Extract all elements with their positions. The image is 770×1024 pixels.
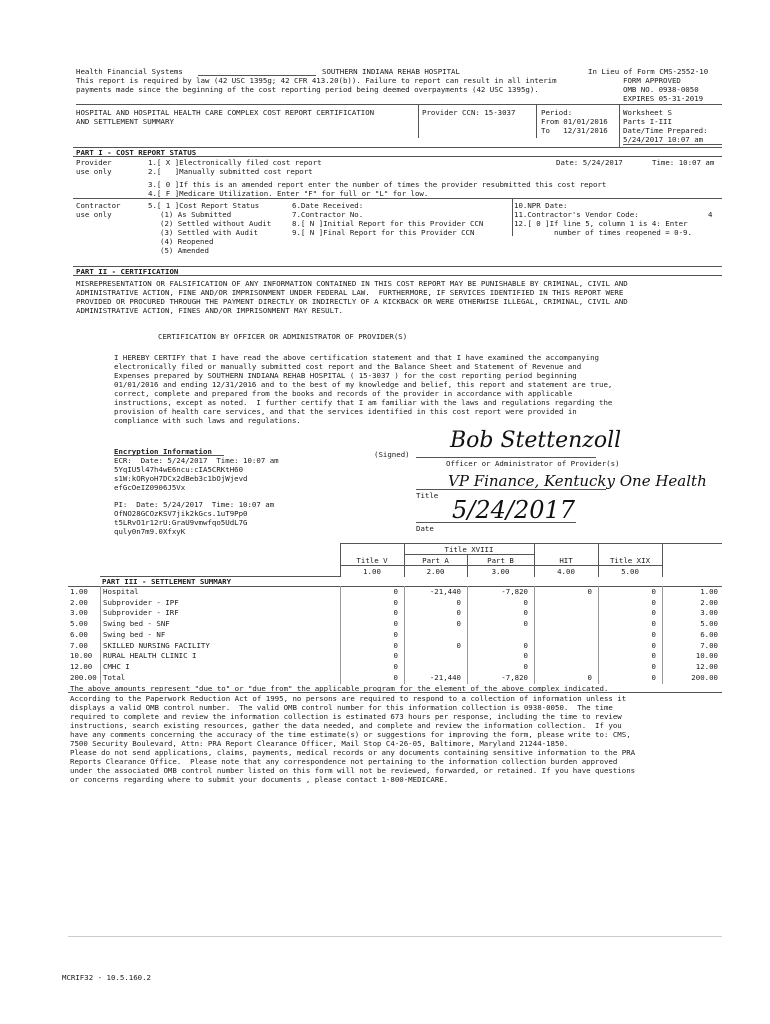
period-to: To 12/31/2016 (541, 126, 608, 135)
row-line-number: 5.00 (70, 619, 88, 628)
contractor-line-9: 9.[ N ]Final Report for this Provider CCN (292, 228, 475, 237)
row-value: -7,820 (501, 587, 528, 596)
row-value: 0 (651, 630, 656, 639)
col-num-2: 2.00 (426, 567, 445, 576)
contractor-line-12b: number of times reopened = 0-9. (554, 228, 692, 237)
row-line-number-right: 5.00 (700, 619, 718, 628)
row-value: 0 (651, 662, 656, 671)
row-label: Hospital (103, 587, 139, 596)
misrep-line-1: MISREPRESENTATION OR FALSIFICATION OF ANY INFORMATION CONTAINED IN THIS COST REPORT MAY BE PUNISHABLE BY CRIMINAL, CIVIL AND (76, 279, 628, 288)
status-option-5: (5) Amended (160, 246, 209, 255)
signed-label: (Signed) (374, 450, 410, 459)
row-line-number: 2.00 (70, 598, 88, 607)
column-separator (404, 586, 405, 684)
row-label: Swing bed - SNF (103, 619, 170, 628)
paperwork-6: 7500 Security Boulevard, Attn: PRA Report Clearance Officer, Mail Stop C4-26-05, Baltimore, Maryland 21244-1850. (70, 739, 569, 748)
row-value: 0 (523, 619, 528, 628)
row-value: 0 (393, 673, 398, 682)
row-value: 0 (456, 641, 461, 650)
form-title-2: AND SETTLEMENT SUMMARY (76, 117, 174, 126)
ecr-code-2: s1W:kORyoH7DCx2dBeb3c1bOjWjevd (114, 474, 248, 483)
row-value: 0 (651, 587, 656, 596)
ecr-code-1: 5YqIU5l47h4wE6ncu:cIA5CRKtH60 (114, 465, 244, 474)
provider-ccn: Provider CCN: 15-3037 (422, 108, 516, 117)
part1-heading: PART I - COST REPORT STATUS (76, 148, 197, 157)
ecr-line: ECR: Date: 5/24/2017 Time: 10:07 am (114, 456, 279, 465)
row-value: 0 (523, 608, 528, 617)
col-part-b: Part B (487, 556, 514, 565)
col-hit: HIT (559, 556, 573, 565)
row-line-number-right: 7.00 (700, 641, 718, 650)
vendor-code: 4 (708, 210, 713, 219)
paperwork-7: Please do not send applications, claims, payments, medical records or any documents containing sensitive information to the PRA (70, 748, 636, 757)
row-value: 0 (587, 587, 592, 596)
paperwork-8: Reports Clearance Office. Please note that any correspondence not pertaining to the information collection burden approved (70, 757, 618, 766)
filed-date: Date: 5/24/2017 (556, 158, 623, 167)
contractor-line-11: 11.Contractor's Vendor Code: (514, 210, 639, 219)
officer-label: Officer or Administrator of Provider(s) (446, 459, 620, 468)
status-line-4: 4.[ F ]Medicare Utilization. Enter "F" for full or "L" for low. (148, 189, 429, 198)
header-left: Health Financial Systems (76, 67, 183, 76)
row-value: 0 (393, 651, 398, 660)
header-right: In Lieu of Form CMS-2552-10 (588, 67, 709, 76)
status-option-3: (3) Settled with Audit (160, 228, 258, 237)
column-separator (340, 586, 341, 684)
settlement-note: The above amounts represent "due to" or "due from" the applicable program for the element of the above complex indicated. (70, 684, 609, 693)
worksheet: Worksheet S (623, 108, 672, 117)
header-line2: This report is required by law (42 USC 1395g; 42 CFR 413.20(b)). Failure to report can result in all interim (76, 76, 557, 85)
cert-body-6: instructions, except as noted. I further certify that I am familiar with the laws and regulations regarding the (114, 398, 613, 407)
status-option-4: (4) Reopened (160, 237, 214, 246)
col-part-a: Part A (422, 556, 449, 565)
cert-body-7: provision of health care services, and that the services identified in this cost report were provided in (114, 407, 577, 416)
row-line-number-right: 3.00 (700, 608, 718, 617)
row-value: 0 (456, 619, 461, 628)
paperwork-2: displays a valid OMB control number. The valid OMB control number for this information collection is 0938-0050. The time (70, 703, 613, 712)
form-title: HOSPITAL AND HOSPITAL HEALTH CARE COMPLEX COST REPORT CERTIFICATION (76, 108, 375, 117)
col-title-v: Title V (356, 556, 388, 565)
contractor-line-5: 5.[ 1 ]Cost Report Status (148, 201, 260, 210)
status-option-1: (1) As Submitted (160, 210, 232, 219)
misrep-line-3: PROVIDED OR PROCURED THROUGH THE PAYMENT DIRECTLY OR INDIRECTLY OF A KICKBACK OR WERE OTHERWISE ILLEGAL, CRIMINAL, CIVIL AND (76, 297, 628, 306)
row-line-number: 10.00 (70, 651, 93, 660)
column-separator (467, 586, 468, 684)
row-value: 0 (523, 598, 528, 607)
row-value: 0 (523, 641, 528, 650)
footer-version: MCRIF32 - 10.5.160.2 (62, 973, 151, 982)
column-separator (598, 586, 599, 684)
part2-heading: PART II - CERTIFICATION (76, 267, 179, 276)
row-label: Total (103, 673, 126, 682)
misrep-line-4: ADMINISTRATIVE ACTION, FINES AND/OR IMPRISONMENT MAY RESULT. (76, 306, 343, 315)
row-line-number-right: 1.00 (700, 587, 718, 596)
cert-body-1: I HEREBY CERTIFY that I have read the above certification statement and that I have examined the accompanying (114, 353, 599, 362)
signature: Bob Stettenzoll (450, 428, 622, 453)
row-line-number: 12.00 (70, 662, 93, 671)
title-xviii-header: Title XVIII (444, 545, 494, 554)
date-prepared: 5/24/2017 10:07 am (623, 135, 704, 144)
row-value: 0 (393, 662, 398, 671)
row-value: -21,440 (429, 673, 461, 682)
header-line4-right: EXPIRES 05-31-2019 (623, 94, 704, 103)
row-label: RURAL HEALTH CLINIC I (103, 651, 197, 660)
paperwork-4: instructions, search existing resources, gather the data needed, and complete and review the information collection. If you (70, 721, 622, 730)
row-value: 0 (523, 662, 528, 671)
contractor-line-12: 12.[ 0 ]If line 5, column 1 is 4: Enter (514, 219, 688, 228)
row-value: -7,820 (501, 673, 528, 682)
row-line-number: 7.00 (70, 641, 88, 650)
encryption-heading: Encryption Information (114, 447, 212, 456)
header-line3-right: OMB NO. 0938-0050 (623, 85, 699, 94)
header-center: SOUTHERN INDIANA REHAB HOSPITAL (322, 67, 460, 76)
row-value: -21,440 (429, 587, 461, 596)
paperwork-3: required to complete and review the information collection is estimated 673 hours per response, including the time to review (70, 712, 622, 721)
title-label: Title (416, 491, 439, 500)
row-line-number: 200.00 (70, 673, 97, 682)
row-value: 0 (651, 673, 656, 682)
ecr-code-3: efGcOeIZ0906J5Vx (114, 483, 186, 492)
column-separator (662, 586, 663, 684)
row-value: 0 (651, 608, 656, 617)
paperwork-9: under the associated OMB control number listed on this form will not be reviewed, forwarded, or retained. If you have questions (70, 766, 636, 775)
col-num-4: 4.00 (557, 567, 575, 576)
column-separator (534, 586, 535, 684)
row-value: 0 (393, 608, 398, 617)
row-line-number-right: 12.00 (695, 662, 718, 671)
row-label: CMHC I (103, 662, 130, 671)
paperwork-1: According to the Paperwork Reduction Act of 1995, no persons are required to respond to a collection of information unless it (70, 694, 627, 703)
row-line-number: 1.00 (70, 587, 88, 596)
row-line-number-right: 200.00 (691, 673, 718, 682)
pi-line: PI: Date: 5/24/2017 Time: 10:07 am (114, 500, 275, 509)
provider-use-label-2: use only (76, 167, 112, 176)
part3-heading: PART III - SETTLEMENT SUMMARY (102, 577, 232, 586)
col-num-3: 3.00 (491, 567, 510, 576)
row-value: 0 (651, 641, 656, 650)
row-value: 0 (393, 641, 398, 650)
row-line-number: 3.00 (70, 608, 88, 617)
pi-code-2: t5LRvO1r12rU:GraU9vmwfqo5UdL7G (114, 518, 248, 527)
status-line-2: 2.[ ]Manually submitted cost report (148, 167, 313, 176)
col-num-5: 5.00 (621, 567, 639, 576)
status-line-1: 1.[ X ]Electronically filed cost report (148, 158, 322, 167)
row-line-number-right: 2.00 (700, 598, 718, 607)
cert-body-2: electronically filed or manually submitted cost report and the Balance Sheet and Statement of Revenue and (114, 362, 582, 371)
contractor-use-label: Contractor (76, 201, 121, 210)
row-label: Swing bed - NF (103, 630, 166, 639)
contractor-line-10: 10.NPR Date: (514, 201, 568, 210)
contractor-line-8: 8.[ N ]Initial Report for this Provider CCN (292, 219, 484, 228)
row-line-number-right: 6.00 (700, 630, 718, 639)
cert-body-3: Expenses prepared by SOUTHERN INDIANA REHAB HOSPITAL ( 15-3037 ) for the cost reporting period beginning (114, 371, 577, 380)
status-option-2: (2) Settled without Audit (160, 219, 272, 228)
row-value: 0 (393, 587, 398, 596)
col-num-1: 1.00 (363, 567, 381, 576)
date-label: Date (416, 524, 434, 533)
cert-body-5: correct, complete and prepared from the books and records of the provider in accordance with applicable (114, 389, 573, 398)
title-handwritten: VP Finance, Kentucky One Health (448, 472, 707, 490)
row-value: 0 (393, 598, 398, 607)
row-line-number-right: 10.00 (695, 651, 718, 660)
row-line-number: 6.00 (70, 630, 88, 639)
row-value: 0 (651, 619, 656, 628)
row-value: 0 (651, 598, 656, 607)
row-value: 0 (456, 598, 461, 607)
row-label: Subprovider - IRF (103, 608, 179, 617)
cert-body-8: compliance with such laws and regulations. (114, 416, 301, 425)
row-value: 0 (523, 651, 528, 660)
period-from: From 01/01/2016 (541, 117, 608, 126)
contractor-line-7: 7.Contractor No. (292, 210, 364, 219)
misrep-line-2: ADMINISTRATIVE ACTION, FINE AND/OR IMPRISONMENT UNDER FEDERAL LAW. FURTHERMORE, IF SERVICES IDENTIFIED IN THIS REPORT WERE (76, 288, 624, 297)
contractor-use-label-2: use only (76, 210, 112, 219)
header-line3: payments made since the beginning of the cost reporting period being deemed overpayments (42 USC 1395g). (76, 85, 539, 94)
status-line-3: 3.[ 0 ]If this is an amended report enter the number of times the provider resubmitted this cost report (148, 180, 607, 189)
filed-time: Time: 10:07 am (652, 158, 715, 167)
cert-title: CERTIFICATION BY OFFICER OR ADMINISTRATOR OF PROVIDER(S) (158, 332, 408, 341)
provider-use-label: Provider (76, 158, 112, 167)
row-value: 0 (393, 630, 398, 639)
parts: Parts I-III (623, 117, 672, 126)
paperwork-10: or concerns regarding where to submit your documents , please contact 1-800-MEDICARE. (70, 775, 449, 784)
col-title-xix: Title XIX (609, 556, 651, 565)
row-label: SKILLED NURSING FACILITY (103, 641, 210, 650)
row-value: 0 (587, 673, 592, 682)
pi-code-3: quly0n7m9.0XfxyK (114, 527, 186, 536)
contractor-line-6: 6.Date Received: (292, 201, 364, 210)
cert-body-4: 01/01/2016 and ending 12/31/2016 and to the best of my knowledge and belief, this report and statement are true, (114, 380, 613, 389)
paperwork-5: have any comments concerning the accuracy of the time estimate(s) or suggestions for improving the form, please write to: CMS, (70, 730, 631, 739)
period-label: Period: (541, 108, 573, 117)
column-separator (100, 586, 101, 684)
row-value: 0 (651, 651, 656, 660)
date-prepared-label: Date/Time Prepared: (623, 126, 708, 135)
row-value: 0 (393, 619, 398, 628)
date-handwritten: 5/24/2017 (452, 496, 576, 524)
pi-code-1: OfNO28GCOzKSV7jik2kGcs.1uT9Pp0 (114, 509, 248, 518)
header-line2-right: FORM APPROVED (623, 76, 681, 85)
row-label: Subprovider - IPF (103, 598, 179, 607)
row-value: 0 (456, 608, 461, 617)
